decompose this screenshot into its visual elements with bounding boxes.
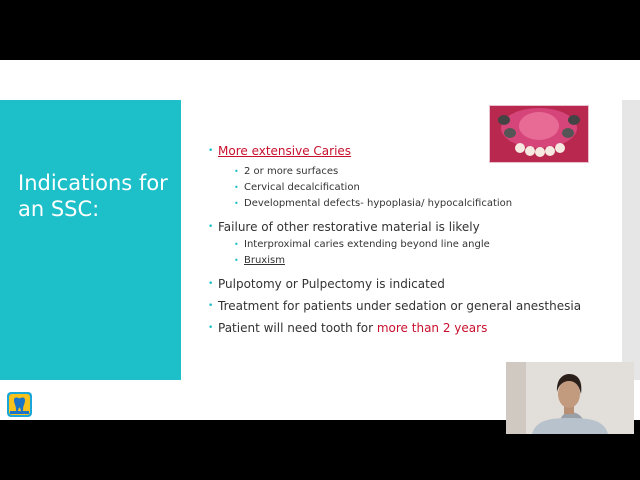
bullet-sedation: • Treatment for patients under sedation or general anesthesia xyxy=(208,298,608,314)
presenter-video xyxy=(506,362,634,434)
bullet-text: Bruxism xyxy=(244,255,285,266)
sub-bullet: • 2 or more surfaces xyxy=(208,165,608,179)
title-panel xyxy=(0,100,181,380)
sub-bullet: • Developmental defects- hypoplasia/ hypocalcification xyxy=(208,197,608,211)
bullet-list xyxy=(208,143,608,342)
bullet-highlight: more than 2 years xyxy=(376,321,488,335)
bullet-extensive-caries xyxy=(208,143,608,159)
sub-bullet: • Interproximal caries extending beyond line angle xyxy=(208,238,608,252)
bullet-duration xyxy=(208,320,608,336)
tooth-logo-icon xyxy=(7,392,32,417)
slide-title: Indications for an SSC: xyxy=(18,171,168,221)
slide-edge xyxy=(622,100,640,380)
bullet-text: More extensive Caries xyxy=(218,144,352,158)
bullet-pulpotomy: • Pulpotomy or Pulpectomy is indicated xyxy=(208,276,608,292)
bullet-text: Patient will need tooth for xyxy=(218,321,377,335)
letterbox-top xyxy=(0,0,640,60)
sub-bullet-bruxism xyxy=(208,254,608,268)
bullet-failure-restorative: • Failure of other restorative material is likely xyxy=(208,219,608,235)
sub-bullet: • Cervical decalcification xyxy=(208,181,608,195)
